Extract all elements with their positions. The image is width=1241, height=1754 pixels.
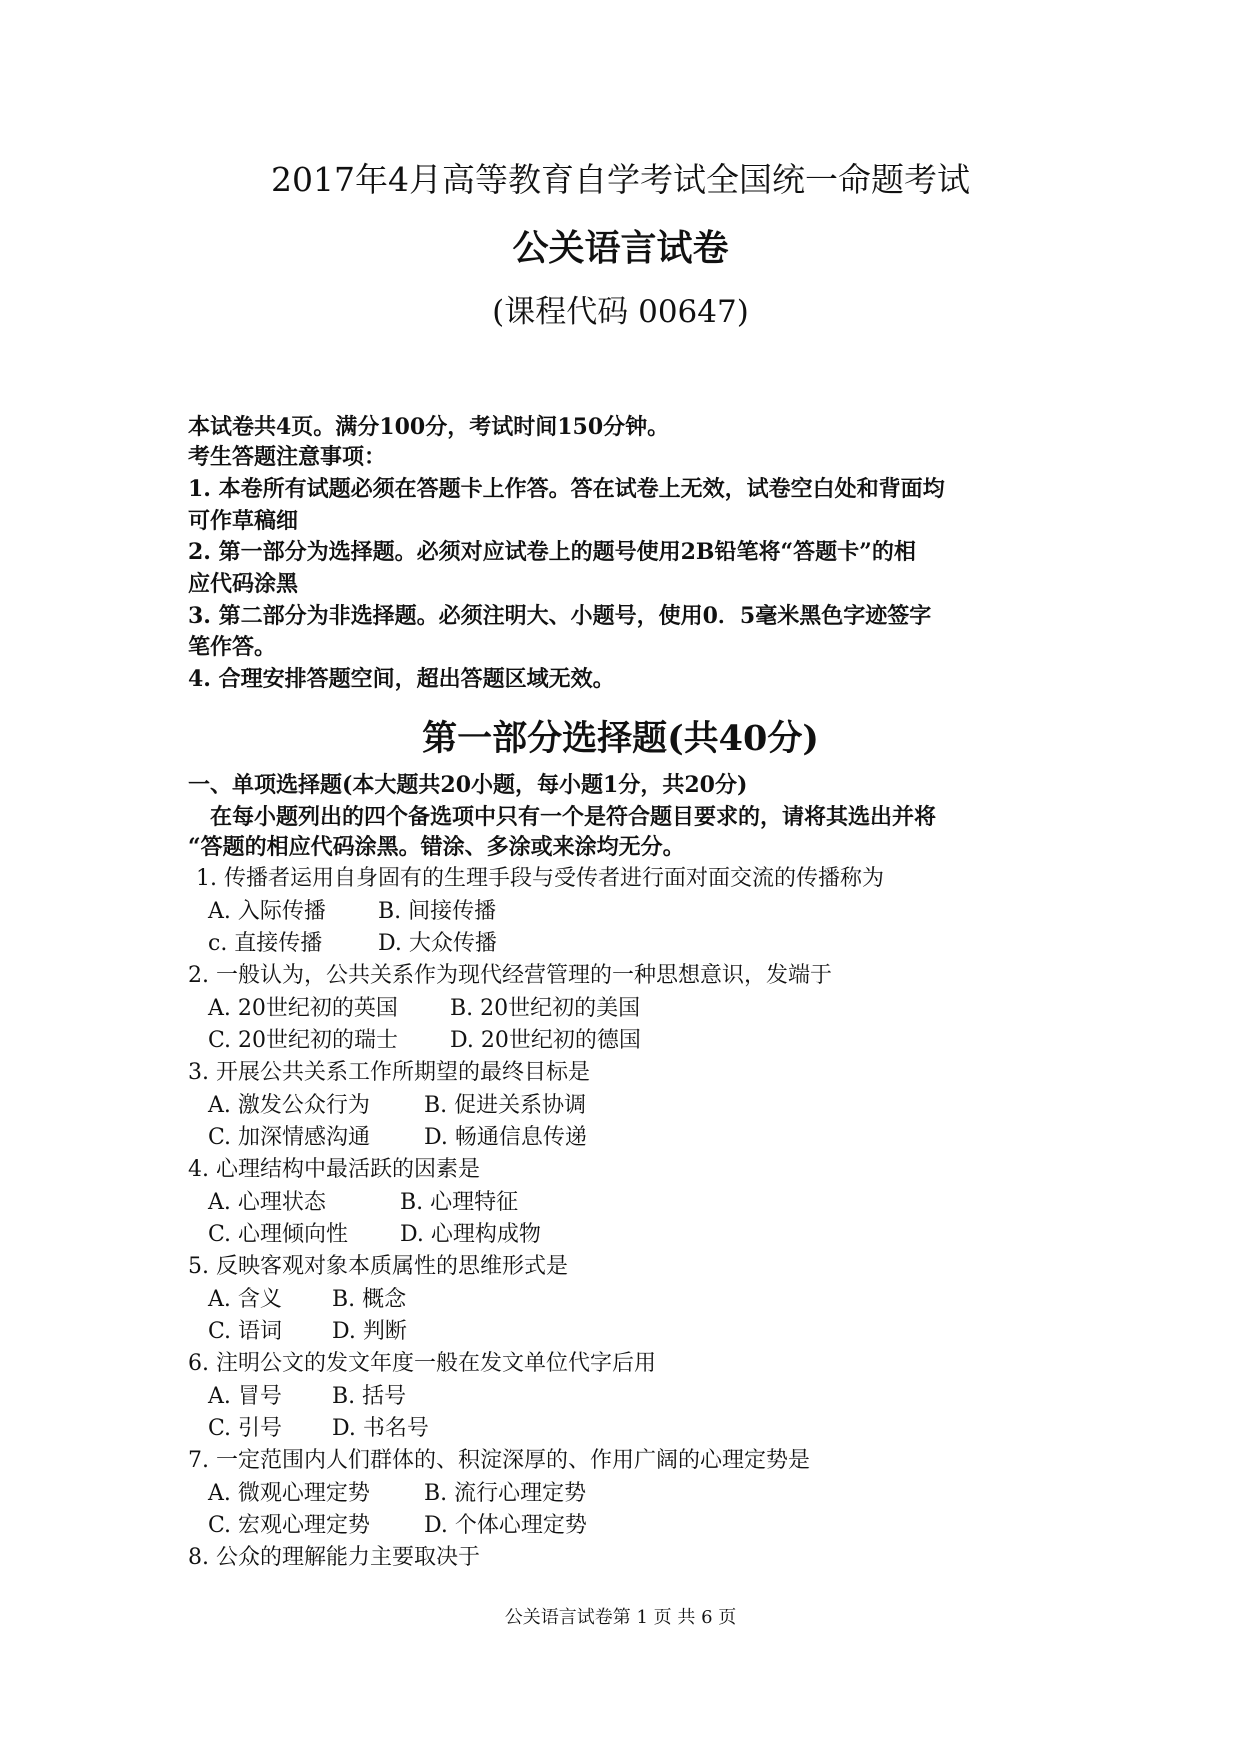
notice-line: 应代码涂黑	[188, 571, 299, 597]
notice-line: 3. 第二部分为非选择题。必须注明大、小题号，使用0．5毫米黑色字迹签字	[188, 603, 932, 629]
question-stem: 4. 心理结构中最活跃的因素是	[188, 1157, 480, 1182]
option: A. 冒号	[208, 1384, 282, 1409]
option: C. 加深情感沟通	[208, 1125, 371, 1150]
notice-line: 本试卷共4页。满分100分，考试时间150分钟。	[188, 414, 670, 440]
page-footer: 公关语言试卷第 1 页 共 6 页	[504, 1607, 737, 1628]
option: A. 入际传播	[208, 899, 326, 924]
question-stem: 5. 反映客观对象本质属性的思维形式是	[188, 1254, 568, 1279]
option: C. 引号	[208, 1416, 283, 1441]
option: D. 20世纪初的德国	[450, 1028, 641, 1053]
option: B. 括号	[332, 1384, 407, 1409]
option: D. 心理构成物	[400, 1222, 541, 1247]
option: C. 语词	[208, 1319, 283, 1344]
question-stem: 1. 传播者运用自身固有的生理手段与受传者进行面对面交流的传播称为	[196, 866, 884, 891]
option: C. 心理倾向性	[208, 1222, 349, 1247]
section-title: 一、单项选择题(本大题共20小题，每小题1分，共20分)	[188, 772, 748, 798]
course-code: (课程代码 00647)	[492, 294, 749, 330]
instructions-line: 在每小题列出的四个备选项中只有一个是符合题目要求的，请将其选出并将	[210, 804, 937, 830]
option: C. 宏观心理定势	[208, 1513, 371, 1538]
option: A. 含义	[208, 1287, 282, 1312]
question-stem: 8. 公众的理解能力主要取决于	[188, 1545, 480, 1570]
option: A. 20世纪初的英国	[208, 996, 398, 1021]
notice-line: 考生答题注意事项：	[188, 444, 387, 470]
notice-line: 可作草稿细	[188, 508, 299, 534]
option: B. 流行心理定势	[424, 1481, 587, 1506]
notice-line: 4. 合理安排答题空间，超出答题区域无效。	[188, 666, 615, 692]
option: B. 20世纪初的美国	[450, 996, 641, 1021]
exam-paper-title: 公关语言试卷	[512, 227, 729, 269]
option: A. 心理状态	[208, 1190, 326, 1215]
option: D. 判断	[332, 1319, 407, 1344]
option: C. 20世纪初的瑞士	[208, 1028, 399, 1053]
option: B. 心理特征	[400, 1190, 519, 1215]
option: A. 激发公众行为	[208, 1093, 370, 1118]
option: B. 促进关系协调	[424, 1093, 587, 1118]
option: A. 微观心理定势	[208, 1481, 370, 1506]
option: B. 间接传播	[378, 899, 497, 924]
question-stem: 2. 一般认为，公共关系作为现代经营管理的一种思想意识，发端于	[188, 963, 832, 988]
exam-header-title: 2017年4月高等教育自学考试全国统一命题考试	[271, 160, 970, 199]
notice-line: 1. 本卷所有试题必须在答题卡上作答。答在试卷上无效，试卷空白处和背面均	[188, 476, 945, 502]
option: D. 书名号	[332, 1416, 429, 1441]
question-stem: 6. 注明公文的发文年度一般在发文单位代字后用	[188, 1351, 656, 1376]
notice-line: 笔作答。	[188, 634, 277, 660]
option: D. 畅通信息传递	[424, 1125, 587, 1150]
instructions-line: “答题的相应代码涂黑。错涂、多涂或来涂均无分。	[188, 834, 685, 860]
option: D. 大众传播	[378, 931, 497, 956]
part-one-title: 第一部分选择题(共40分)	[422, 718, 819, 759]
option: c. 直接传播	[208, 931, 323, 956]
option: B. 概念	[332, 1287, 407, 1312]
notice-line: 2. 第一部分为选择题。必须对应试卷上的题号使用2B铅笔将“答题卡”的相	[188, 539, 916, 565]
question-stem: 3. 开展公共关系工作所期望的最终目标是	[188, 1060, 590, 1085]
option: D. 个体心理定势	[424, 1513, 587, 1538]
question-stem: 7. 一定范围内人们群体的、积淀深厚的、作用广阔的心理定势是	[188, 1448, 810, 1473]
